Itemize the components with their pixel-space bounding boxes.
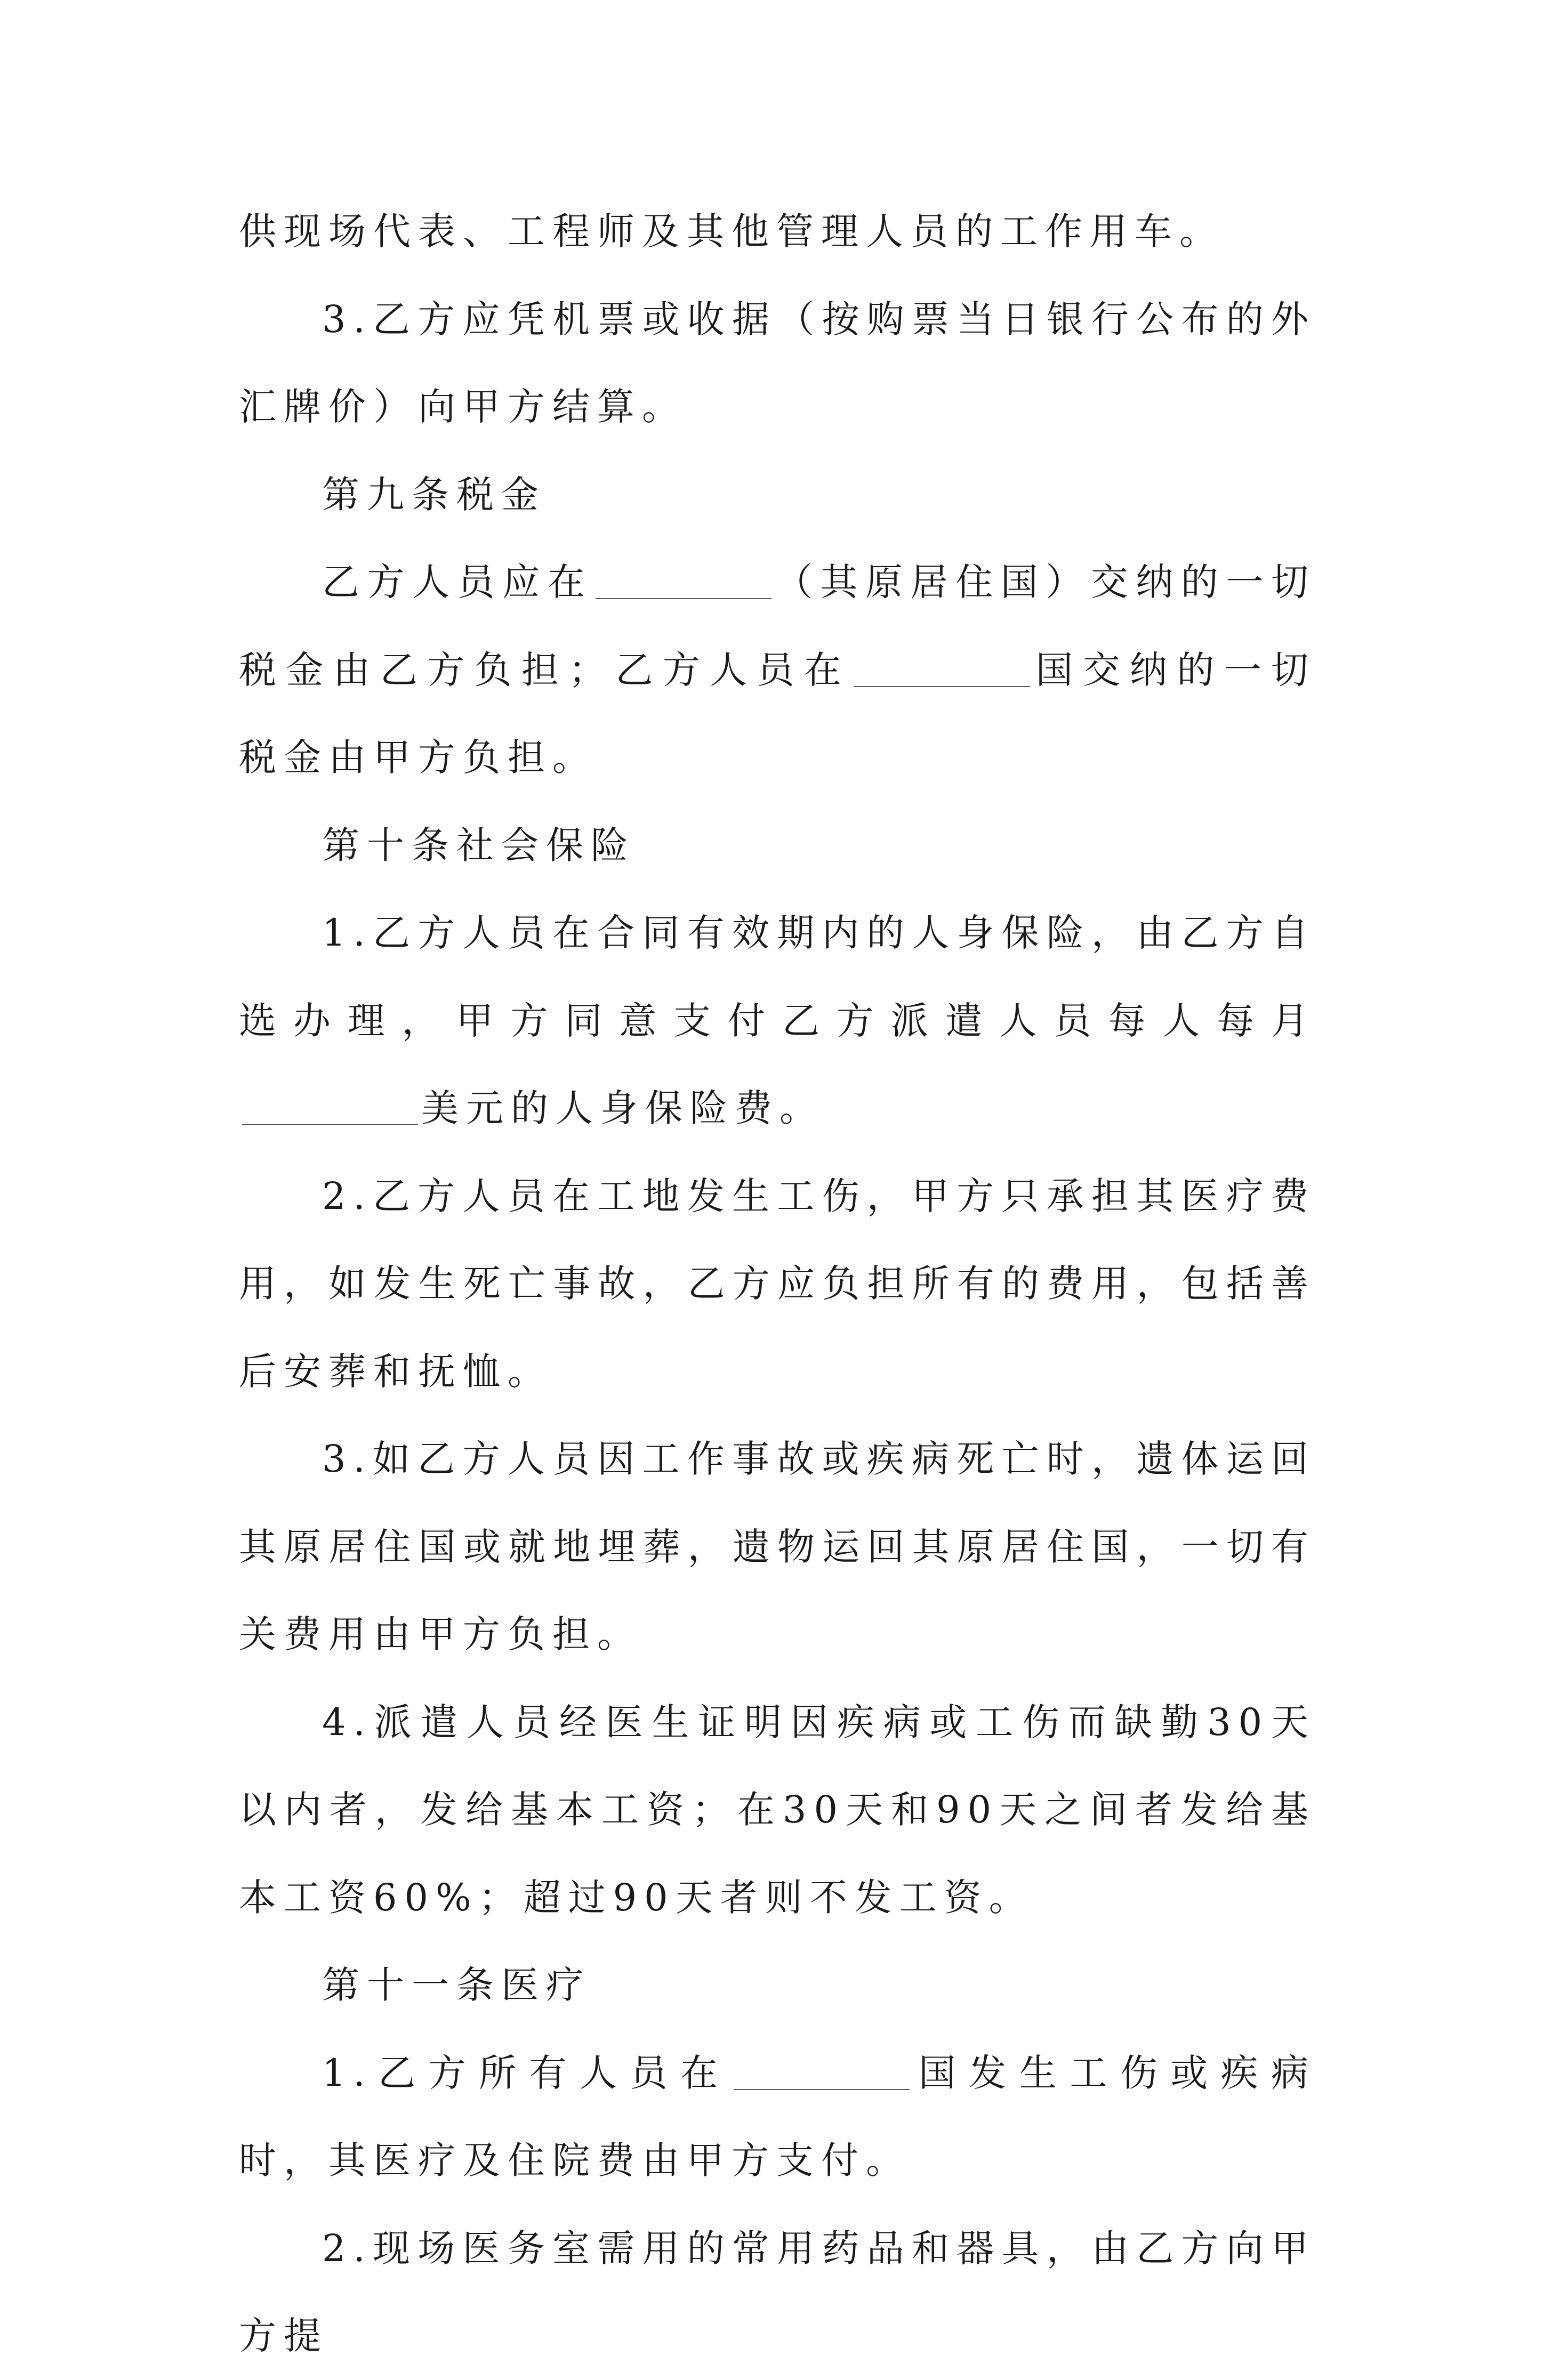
text-segment: 1.乙方人员在合同有效期内的人身保险，由乙方自选办理，甲方同意支付乙方派遣人员每人每月 (239, 911, 1316, 1043)
paragraph-tax (239, 538, 1316, 802)
document-body (239, 188, 1316, 2380)
paragraph-medical-costs (239, 2029, 1316, 2205)
fill-in-blank (242, 1087, 418, 1125)
paragraph-medical-supplies: 2.现场医务室需用的常用药品和器具，由乙方向甲方提 (239, 2226, 1316, 2358)
text-segment: 1.乙方所有人员在 (322, 2051, 731, 2095)
text-segment: 乙方人员应在 (322, 560, 593, 604)
paragraph-death-expenses: 3.如乙方人员因工作事故或疾病死亡时，遗体运回其原居住国或就地埋葬，遗物运回其原居住国，一切有关费用由甲方负担。 (239, 1437, 1316, 1656)
paragraph-vehicle-use: 供现场代表、工程师及其他管理人员的工作用车。 (239, 209, 1224, 253)
text-segment: 美元的人身保险费。 (421, 1086, 824, 1130)
fill-in-blank (596, 561, 772, 599)
text-segment: 国发生工伤或疾病时，其医疗及住院费由甲方支付。 (239, 2051, 1316, 2182)
paragraph-personal-insurance (239, 889, 1316, 1152)
paragraph-work-injury: 2.乙方人员在工地发生工伤，甲方只承担其医疗费用，如发生死亡事故，乙方应负担所有的费用，包括善后安葬和抚恤。 (239, 1174, 1316, 1393)
heading-article-10-social-insurance: 第十条社会保险 (322, 823, 636, 867)
paragraph-settlement: 3.乙方应凭机票或收据（按购票当日银行公布的外汇牌价）向甲方结算。 (239, 297, 1316, 429)
fill-in-blank (854, 649, 1030, 687)
fill-in-blank (734, 2052, 910, 2090)
heading-article-9-tax: 第九条税金 (322, 472, 546, 517)
heading-article-11-medical: 第十一条医疗 (322, 1963, 591, 2007)
text-segment: 国交纳的一切税金由甲方负担。 (239, 648, 1316, 779)
text-segment: （其原居住国）交纳的一切税金由乙方负担；乙方人员在 (239, 560, 1316, 692)
paragraph-sick-leave-pay: 4.派遣人员经医生证明因疾病或工伤而缺勤30天以内者，发给基本工资；在30天和90天之间者发给基本工资60%；超过90天者则不发工资。 (239, 1700, 1316, 1919)
